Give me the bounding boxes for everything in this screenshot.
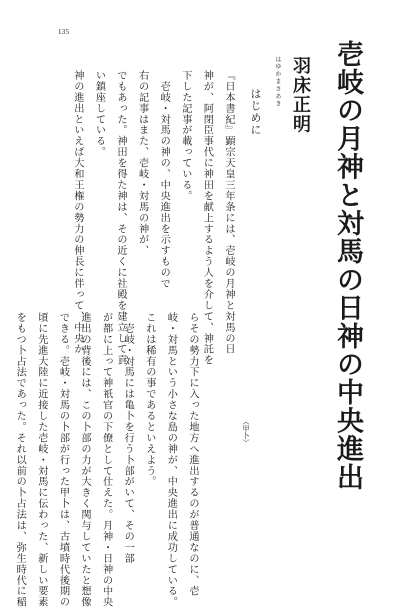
text-line: らその勢力下に入った地方へ進出するのが普通なのに、壱: [187, 312, 198, 597]
body-text-lower: [9, 312, 203, 608]
body-text-upper: [66, 70, 239, 366]
bracket-reference: （甲卜）: [242, 418, 250, 446]
page-number: 135: [58, 28, 70, 36]
text-line: 壱岐・対馬には亀卜を行う卜部がいて、その一部: [122, 312, 134, 564]
text-line: 壱岐・対馬の神の、中央進出を示すもので: [158, 70, 170, 289]
text-line: が都に上って神祇官の下僚として仕えた。月神・日神の中央: [100, 312, 112, 608]
text-line: できる。壱岐・対馬の卜部が行った甲卜は、古墳時代後期の: [57, 312, 69, 608]
text-line: 岐・対馬という小さな島の神が、中央進出に成功している。: [165, 312, 177, 608]
text-line: をもつ卜占法であった。それ以前の卜占法は、弥生時代に稲: [14, 312, 26, 608]
text-line: 『日本書紀』顕宗天皇三年条には、壱岐の月神と対馬の日: [223, 70, 234, 355]
text-line: 進出の背後には、この卜部の力が大きく関与していたと想像: [79, 312, 91, 608]
text-line: い鎮座している。: [93, 70, 105, 158]
text-line: これは稀有の事であるといえよう。: [143, 312, 155, 488]
article-title: 壱岐の月神と対馬の日神の中央進出: [332, 40, 363, 492]
text-line: 右の記事はまた、壱岐・対馬の神が、: [136, 70, 148, 257]
text-line: 下した記事が載っている。: [179, 70, 191, 202]
section-heading: はじめに: [249, 88, 262, 136]
text-line: でもあった。神田を得た神は、その近くに社殿を建立して貢: [115, 70, 127, 366]
author-name: 羽床正明: [290, 56, 311, 134]
text-line: 神が、阿閉臣事代に神田を献上するよう人を介して、神託を: [201, 70, 213, 366]
author-ruby: はゆかまさあき: [274, 56, 281, 108]
text-line: 神の進出といえば大和王権の勢力の伸長に伴って、中央か: [71, 70, 83, 355]
text-line: 頃に先進大陸に近接した壱岐・対馬に伝わった、新しい要素: [35, 312, 47, 608]
